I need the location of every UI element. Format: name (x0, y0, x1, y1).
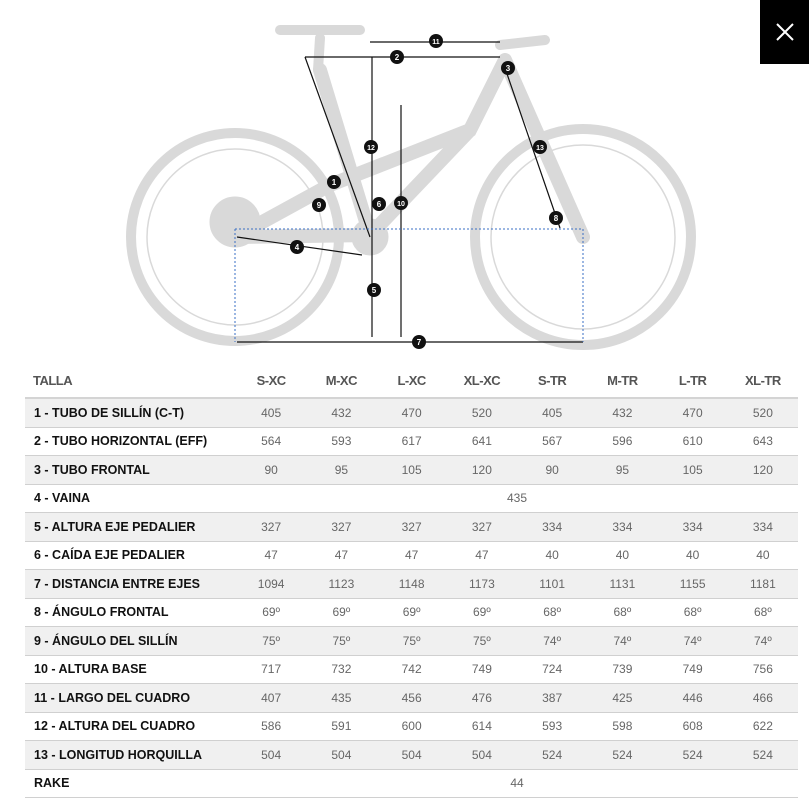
marker-label: 10 (397, 201, 405, 208)
row-value: 593 (306, 427, 376, 456)
row-value: 470 (377, 398, 447, 427)
marker-label: 5 (371, 286, 377, 295)
header-size: S-TR (517, 364, 587, 398)
row-value: 520 (728, 398, 798, 427)
row-value: 47 (236, 541, 306, 570)
table-row (25, 427, 798, 456)
row-value: 446 (658, 684, 728, 713)
header-size: L-XC (377, 364, 447, 398)
row-value: 732 (306, 655, 376, 684)
table-row (25, 398, 798, 427)
row-value: 425 (587, 684, 657, 713)
header-size: S-XC (236, 364, 306, 398)
row-label: 8 - ÁNGULO FRONTAL (25, 598, 236, 627)
table-row (25, 570, 798, 599)
row-value: 75º (236, 627, 306, 656)
row-label: 5 - ALTURA EJE PEDALIER (25, 513, 236, 542)
header-size-label: TALLA (25, 364, 236, 398)
row-value: 75º (447, 627, 517, 656)
row-value: 334 (728, 513, 798, 542)
header-size: M-XC (306, 364, 376, 398)
row-value: 614 (447, 712, 517, 741)
marker-label: 4 (294, 243, 300, 252)
header-size: L-TR (658, 364, 728, 398)
row-value: 1094 (236, 570, 306, 599)
row-value: 470 (658, 398, 728, 427)
row-value: 641 (447, 427, 517, 456)
row-value: 466 (728, 684, 798, 713)
row-label: 7 - DISTANCIA ENTRE EJES (25, 570, 236, 599)
marker-10 (394, 196, 408, 210)
marker-label: 7 (416, 338, 422, 347)
row-value: 327 (236, 513, 306, 542)
header-size: M-TR (587, 364, 657, 398)
row-value: 47 (447, 541, 517, 570)
marker-8 (549, 211, 563, 225)
row-value: 120 (728, 456, 798, 485)
row-value: 40 (587, 541, 657, 570)
row-label: 1 - TUBO DE SILLÍN (C-T) (25, 398, 236, 427)
table-row (25, 598, 798, 627)
row-value: 749 (447, 655, 517, 684)
row-value: 476 (447, 684, 517, 713)
marker-12 (364, 140, 378, 154)
row-value: 90 (236, 456, 306, 485)
table-row (25, 456, 798, 485)
bike-geometry-diagram (0, 0, 809, 355)
marker-2 (390, 50, 404, 64)
header-size: XL-XC (447, 364, 517, 398)
row-value: 120 (447, 456, 517, 485)
row-value: 456 (377, 684, 447, 713)
row-value: 504 (447, 741, 517, 770)
row-value: 586 (236, 712, 306, 741)
row-value: 68º (728, 598, 798, 627)
table-row (25, 741, 798, 770)
table-row (25, 712, 798, 741)
row-label: 2 - TUBO HORIZONTAL (EFF) (25, 427, 236, 456)
row-value: 47 (377, 541, 447, 570)
row-value: 327 (447, 513, 517, 542)
row-value: 74º (728, 627, 798, 656)
row-value: 40 (517, 541, 587, 570)
marker-label: 1 (331, 178, 337, 187)
row-value: 643 (728, 427, 798, 456)
marker-7 (412, 335, 426, 349)
row-value: 95 (306, 456, 376, 485)
row-value: 327 (377, 513, 447, 542)
row-label: 4 - VAINA (25, 484, 236, 513)
row-label: 13 - LONGITUD HORQUILLA (25, 741, 236, 770)
row-value: 75º (306, 627, 376, 656)
row-label: 11 - LARGO DEL CUADRO (25, 684, 236, 713)
marker-6 (372, 197, 386, 211)
row-value: 105 (377, 456, 447, 485)
row-value: 524 (517, 741, 587, 770)
row-value: 47 (306, 541, 376, 570)
row-value: 40 (658, 541, 728, 570)
row-value: 610 (658, 427, 728, 456)
row-value: 435 (306, 684, 376, 713)
marker-11 (429, 34, 443, 48)
row-value: 596 (587, 427, 657, 456)
header-size: XL-TR (728, 364, 798, 398)
row-value: 504 (377, 741, 447, 770)
row-value: 717 (236, 655, 306, 684)
row-value: 334 (658, 513, 728, 542)
row-value: 74º (587, 627, 657, 656)
marker-label: 2 (394, 53, 400, 62)
row-value: 756 (728, 655, 798, 684)
marker-9 (312, 198, 326, 212)
row-value-all-sizes: 44 (236, 769, 798, 798)
table-row (25, 769, 798, 798)
row-value: 524 (587, 741, 657, 770)
row-value: 74º (517, 627, 587, 656)
row-value: 405 (236, 398, 306, 427)
marker-label: 12 (367, 145, 375, 152)
row-value: 724 (517, 655, 587, 684)
marker-4 (290, 240, 304, 254)
marker-label: 13 (536, 145, 544, 152)
row-value: 407 (236, 684, 306, 713)
table-row (25, 541, 798, 570)
row-value-all-sizes: 435 (236, 484, 798, 513)
table-header-row (25, 364, 798, 398)
row-value: 617 (377, 427, 447, 456)
row-value: 520 (447, 398, 517, 427)
row-value: 327 (306, 513, 376, 542)
marker-5 (367, 283, 381, 297)
marker-13 (533, 140, 547, 154)
row-value: 432 (306, 398, 376, 427)
row-value: 74º (658, 627, 728, 656)
row-value: 75º (377, 627, 447, 656)
row-value: 608 (658, 712, 728, 741)
row-value: 1181 (728, 570, 798, 599)
row-value: 504 (236, 741, 306, 770)
row-value: 95 (587, 456, 657, 485)
marker-3 (501, 61, 515, 75)
row-value: 68º (658, 598, 728, 627)
row-value: 1131 (587, 570, 657, 599)
row-value: 69º (236, 598, 306, 627)
marker-label: 11 (432, 39, 440, 46)
row-value: 387 (517, 684, 587, 713)
row-value: 591 (306, 712, 376, 741)
table-row (25, 513, 798, 542)
row-value: 334 (517, 513, 587, 542)
row-value: 334 (587, 513, 657, 542)
geometry-table (25, 364, 798, 798)
row-label: RAKE (25, 769, 236, 798)
row-value: 1155 (658, 570, 728, 599)
row-value: 69º (447, 598, 517, 627)
row-value: 739 (587, 655, 657, 684)
row-value: 749 (658, 655, 728, 684)
row-value: 524 (728, 741, 798, 770)
row-value: 598 (587, 712, 657, 741)
table-row (25, 684, 798, 713)
row-value: 68º (587, 598, 657, 627)
row-label: 6 - CAÍDA EJE PEDALIER (25, 541, 236, 570)
marker-label: 8 (553, 214, 559, 223)
row-label: 9 - ÁNGULO DEL SILLÍN (25, 627, 236, 656)
table-row (25, 484, 798, 513)
bike-illustration (131, 30, 691, 345)
row-value: 524 (658, 741, 728, 770)
row-value: 600 (377, 712, 447, 741)
marker-1 (327, 175, 341, 189)
marker-label: 9 (316, 201, 322, 210)
row-value: 68º (517, 598, 587, 627)
row-value: 742 (377, 655, 447, 684)
table-row (25, 627, 798, 656)
row-value: 504 (306, 741, 376, 770)
marker-label: 3 (505, 64, 511, 73)
row-value: 1148 (377, 570, 447, 599)
row-value: 40 (728, 541, 798, 570)
row-value: 1173 (447, 570, 517, 599)
row-label: 10 - ALTURA BASE (25, 655, 236, 684)
row-value: 432 (587, 398, 657, 427)
row-value: 69º (377, 598, 447, 627)
row-value: 567 (517, 427, 587, 456)
row-value: 1123 (306, 570, 376, 599)
marker-label: 6 (376, 200, 382, 209)
row-value: 90 (517, 456, 587, 485)
table-row (25, 655, 798, 684)
row-value: 105 (658, 456, 728, 485)
row-value: 405 (517, 398, 587, 427)
row-value: 1101 (517, 570, 587, 599)
row-value: 593 (517, 712, 587, 741)
row-value: 622 (728, 712, 798, 741)
row-label: 12 - ALTURA DEL CUADRO (25, 712, 236, 741)
row-value: 69º (306, 598, 376, 627)
row-value: 564 (236, 427, 306, 456)
row-label: 3 - TUBO FRONTAL (25, 456, 236, 485)
